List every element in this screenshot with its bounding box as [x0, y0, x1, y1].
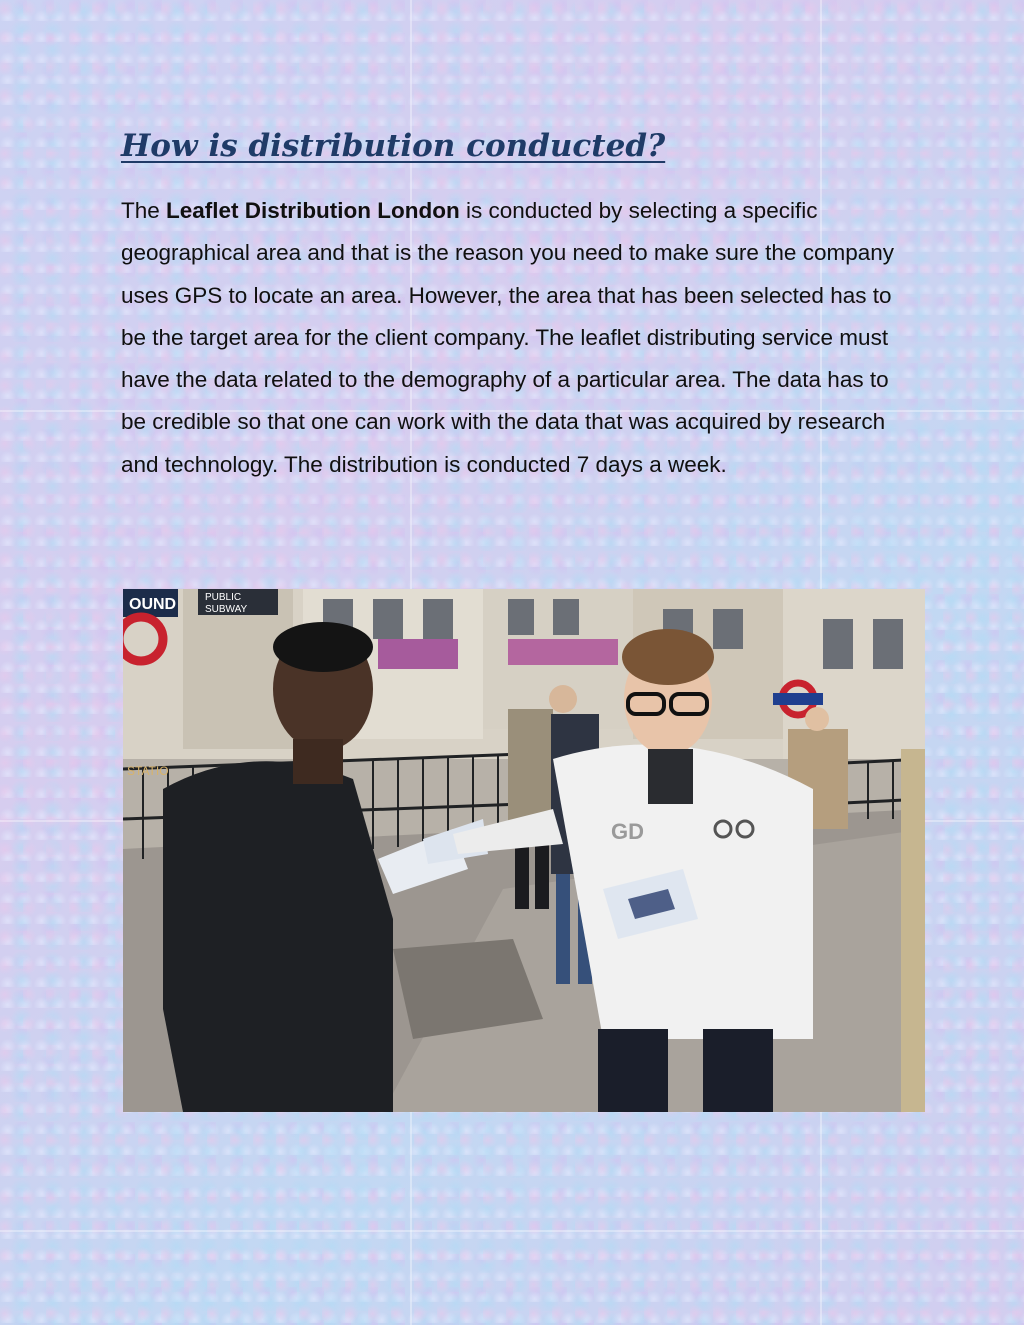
station-sign-text: STATIO — [127, 764, 169, 778]
street-leafleting-photo — [123, 589, 925, 1112]
subway-sign-text-3: SUBWAY — [205, 604, 248, 615]
paragraph-bold-phrase: Leaflet Distribution London — [166, 198, 460, 223]
body-paragraph — [121, 190, 911, 486]
page-title: How is distribution conducted? — [121, 128, 666, 164]
subway-sign-text-2: PUBLIC — [205, 592, 242, 603]
paragraph-intro: The — [121, 198, 167, 223]
subway-sign-text-1: OUND — [129, 596, 177, 613]
tile-seam — [0, 1230, 1024, 1232]
paragraph-rest: is conducted by selecting a specific geographical area and that is the reason you need to make sure the company uses GPS to locate an area. However, the area that has been selected has to be the target area for the client company. The leaflet distributing service must have the data related to the demography of a particular area. The data has to be credible so that one can work with the data that was acquired by research and technology. The distribution is conducted 7 days a week. — [121, 198, 894, 477]
coat-logo-text: GD — [611, 819, 644, 844]
